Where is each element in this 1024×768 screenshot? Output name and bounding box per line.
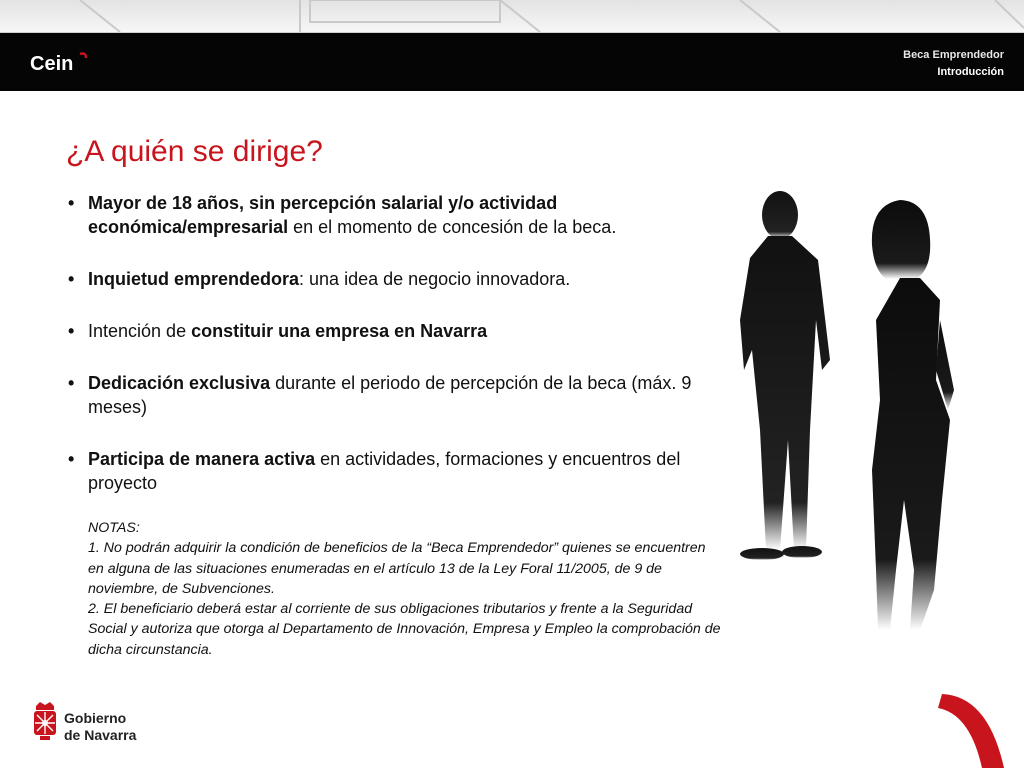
list-item xyxy=(68,319,738,343)
list-item xyxy=(68,191,738,239)
page-title: ¿A quién se dirige? xyxy=(66,135,323,168)
bullet-glyph: • xyxy=(68,321,75,341)
item-emphasis: constituir una empresa en Navarra xyxy=(191,321,488,341)
breadcrumb xyxy=(903,47,1004,81)
item-text: Intención de xyxy=(88,321,192,341)
list-item xyxy=(68,371,738,419)
businesswoman-silhouette-icon xyxy=(872,200,954,630)
header-bar xyxy=(0,33,1024,91)
cein-logo-icon xyxy=(30,48,90,76)
item-text: en actividades, formaciones y encuentros del proyecto xyxy=(88,449,681,493)
top-decor-lines xyxy=(0,0,1024,32)
people-silhouettes xyxy=(690,170,1000,670)
bullet-glyph: • xyxy=(68,449,75,469)
item-text: durante el periodo de percepción de la beca (máx. 9 meses) xyxy=(88,373,692,417)
bullet-glyph: • xyxy=(68,193,75,213)
breadcrumb-section: Beca Emprendedor xyxy=(903,49,1004,61)
navarra-crest-icon xyxy=(32,700,58,744)
note-1: 1. No podrán adquirir la condición de beneficios de la “Beca Emprendedor” quienes se encuentren en alguna de las situaciones enumeradas en el artículo 13 de la Ley Foral 11/2005, de 9 de noviembre, de Subvenciones. xyxy=(88,540,706,597)
list-item xyxy=(68,267,738,291)
criteria-list xyxy=(68,191,738,523)
businessman-silhouette-icon xyxy=(740,191,830,560)
gov-line-1: Gobierno xyxy=(64,710,127,726)
item-text: en el momento de concesión de la beca. xyxy=(288,217,617,237)
red-swoosh-icon xyxy=(938,686,1024,768)
gobierno-navarra-logo xyxy=(32,700,162,748)
notes-block xyxy=(88,518,724,660)
gobierno-navarra-text xyxy=(64,710,136,744)
breadcrumb-page: Introducción xyxy=(937,66,1004,78)
note-2: 2. El beneficiario deberá estar al corriente de sus obligaciones tributarios y frente a la Seguridad Social y autoriza que otorga al Departamento de Innovación, Empresa y Empleo la comprobación de dicha circunstancia. xyxy=(88,601,721,658)
item-emphasis: Inquietud emprendedora xyxy=(88,269,300,289)
gov-line-2: de Navarra xyxy=(64,727,137,743)
item-emphasis: Mayor de 18 años, sin percepción salarial y/o actividad económica/empresarial xyxy=(88,193,558,237)
top-decor-band xyxy=(0,0,1024,33)
bullet-glyph: • xyxy=(68,373,75,393)
item-emphasis: Participa de manera activa xyxy=(88,449,316,469)
notes-heading: NOTAS: xyxy=(88,520,140,536)
list-item xyxy=(68,447,738,495)
item-emphasis: Dedicación exclusiva xyxy=(88,373,271,393)
bullet-glyph: • xyxy=(68,269,75,289)
logo-text: Cein xyxy=(30,53,74,75)
item-text: : una idea de negocio innovadora. xyxy=(299,269,571,289)
